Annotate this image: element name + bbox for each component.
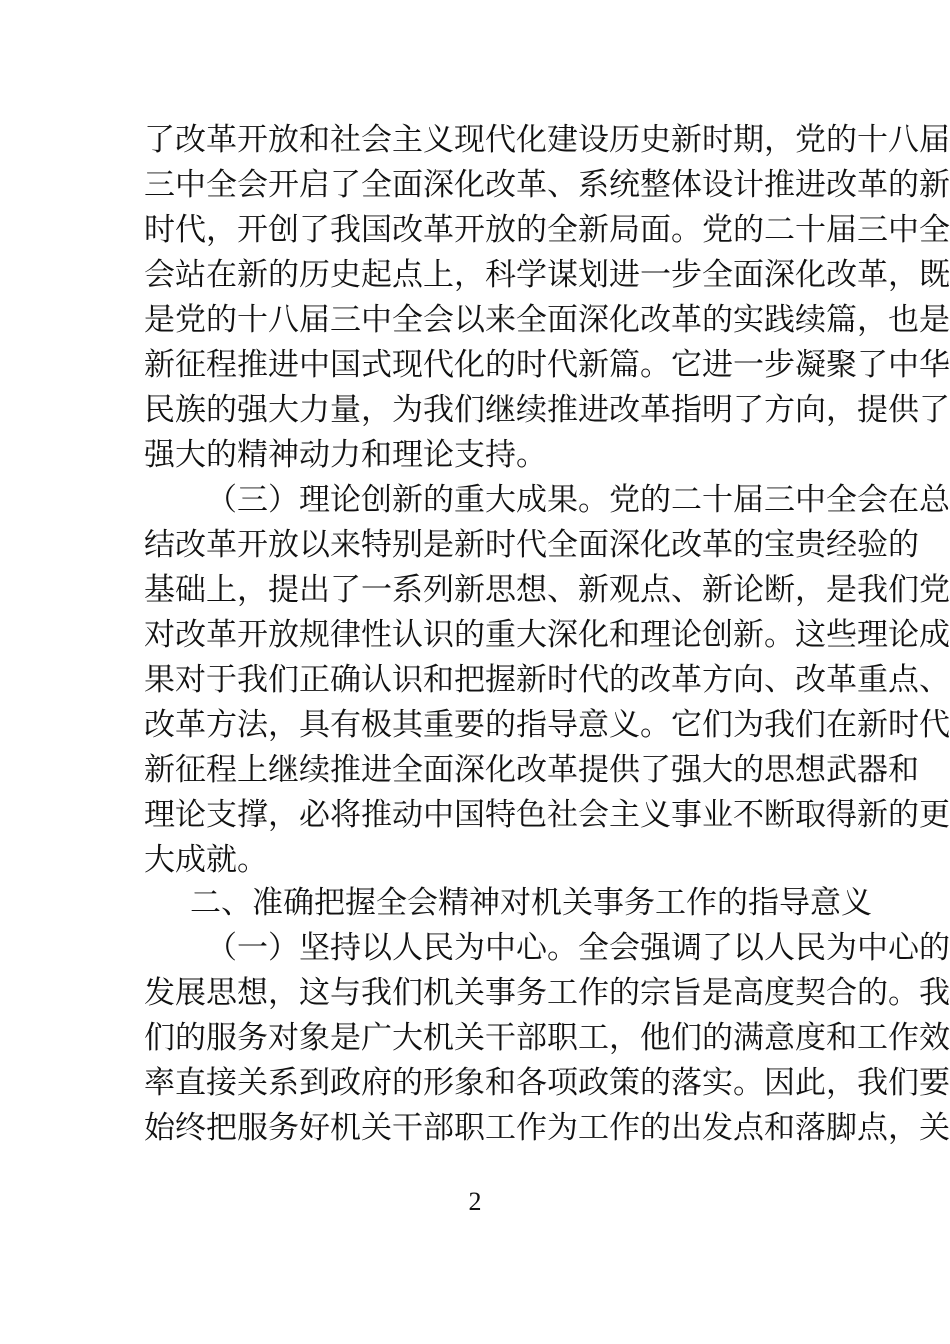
text-line: 新征程上继续推进全面深化改革提供了强大的思想武器和: [144, 752, 919, 788]
text-line: 三中全会开启了全面深化改革、系统整体设计推进改革的新: [144, 167, 950, 203]
text-line: 是党的十八届三中全会以来全面深化改革的实践续篇，也是: [144, 302, 950, 338]
text-line: 对改革开放规律性认识的重大深化和理论创新。这些理论成: [144, 617, 950, 653]
section-heading: 二、准确把握全会精神对机关事务工作的指导意义: [190, 885, 872, 921]
paragraph-first-line: （三）理论创新的重大成果。党的二十届三中全会在总: [206, 482, 950, 518]
text-line: 果对于我们正确认识和把握新时代的改革方向、改革重点、: [144, 662, 950, 698]
page-number: 2: [468, 1187, 482, 1216]
text-line: 大成就。: [144, 842, 268, 878]
text-line: 发展思想，这与我们机关事务工作的宗旨是高度契合的。我: [144, 975, 950, 1011]
text-line: 率直接关系到政府的形象和各项政策的落实。因此，我们要: [144, 1065, 950, 1101]
text-line: 新征程推进中国式现代化的时代新篇。它进一步凝聚了中华: [144, 347, 950, 383]
text-line: 结改革开放以来特别是新时代全面深化改革的宝贵经验的: [144, 527, 919, 563]
text-line: 了改革开放和社会主义现代化建设历史新时期，党的十八届: [144, 122, 950, 158]
text-line: 基础上，提出了一系列新思想、新观点、新论断，是我们党: [144, 572, 950, 608]
text-line: 强大的精神动力和理论支持。: [144, 437, 547, 473]
text-line: 始终把服务好机关干部职工作为工作的出发点和落脚点，关: [144, 1110, 950, 1146]
text-line: 理论支撑，必将推动中国特色社会主义事业不断取得新的更: [144, 797, 950, 833]
text-line: 民族的强大力量，为我们继续推进改革指明了方向，提供了: [144, 392, 950, 428]
text-line: 会站在新的历史起点上，科学谋划进一步全面深化改革，既: [144, 257, 950, 293]
text-line: 们的服务对象是广大机关干部职工，他们的满意度和工作效: [144, 1020, 950, 1056]
text-line: 改革方法，具有极其重要的指导意义。它们为我们在新时代: [144, 707, 950, 743]
paragraph-first-line: （一）坚持以人民为中心。全会强调了以人民为中心的: [206, 930, 950, 966]
text-line: 时代，开创了我国改革开放的全新局面。党的二十届三中全: [144, 212, 950, 248]
